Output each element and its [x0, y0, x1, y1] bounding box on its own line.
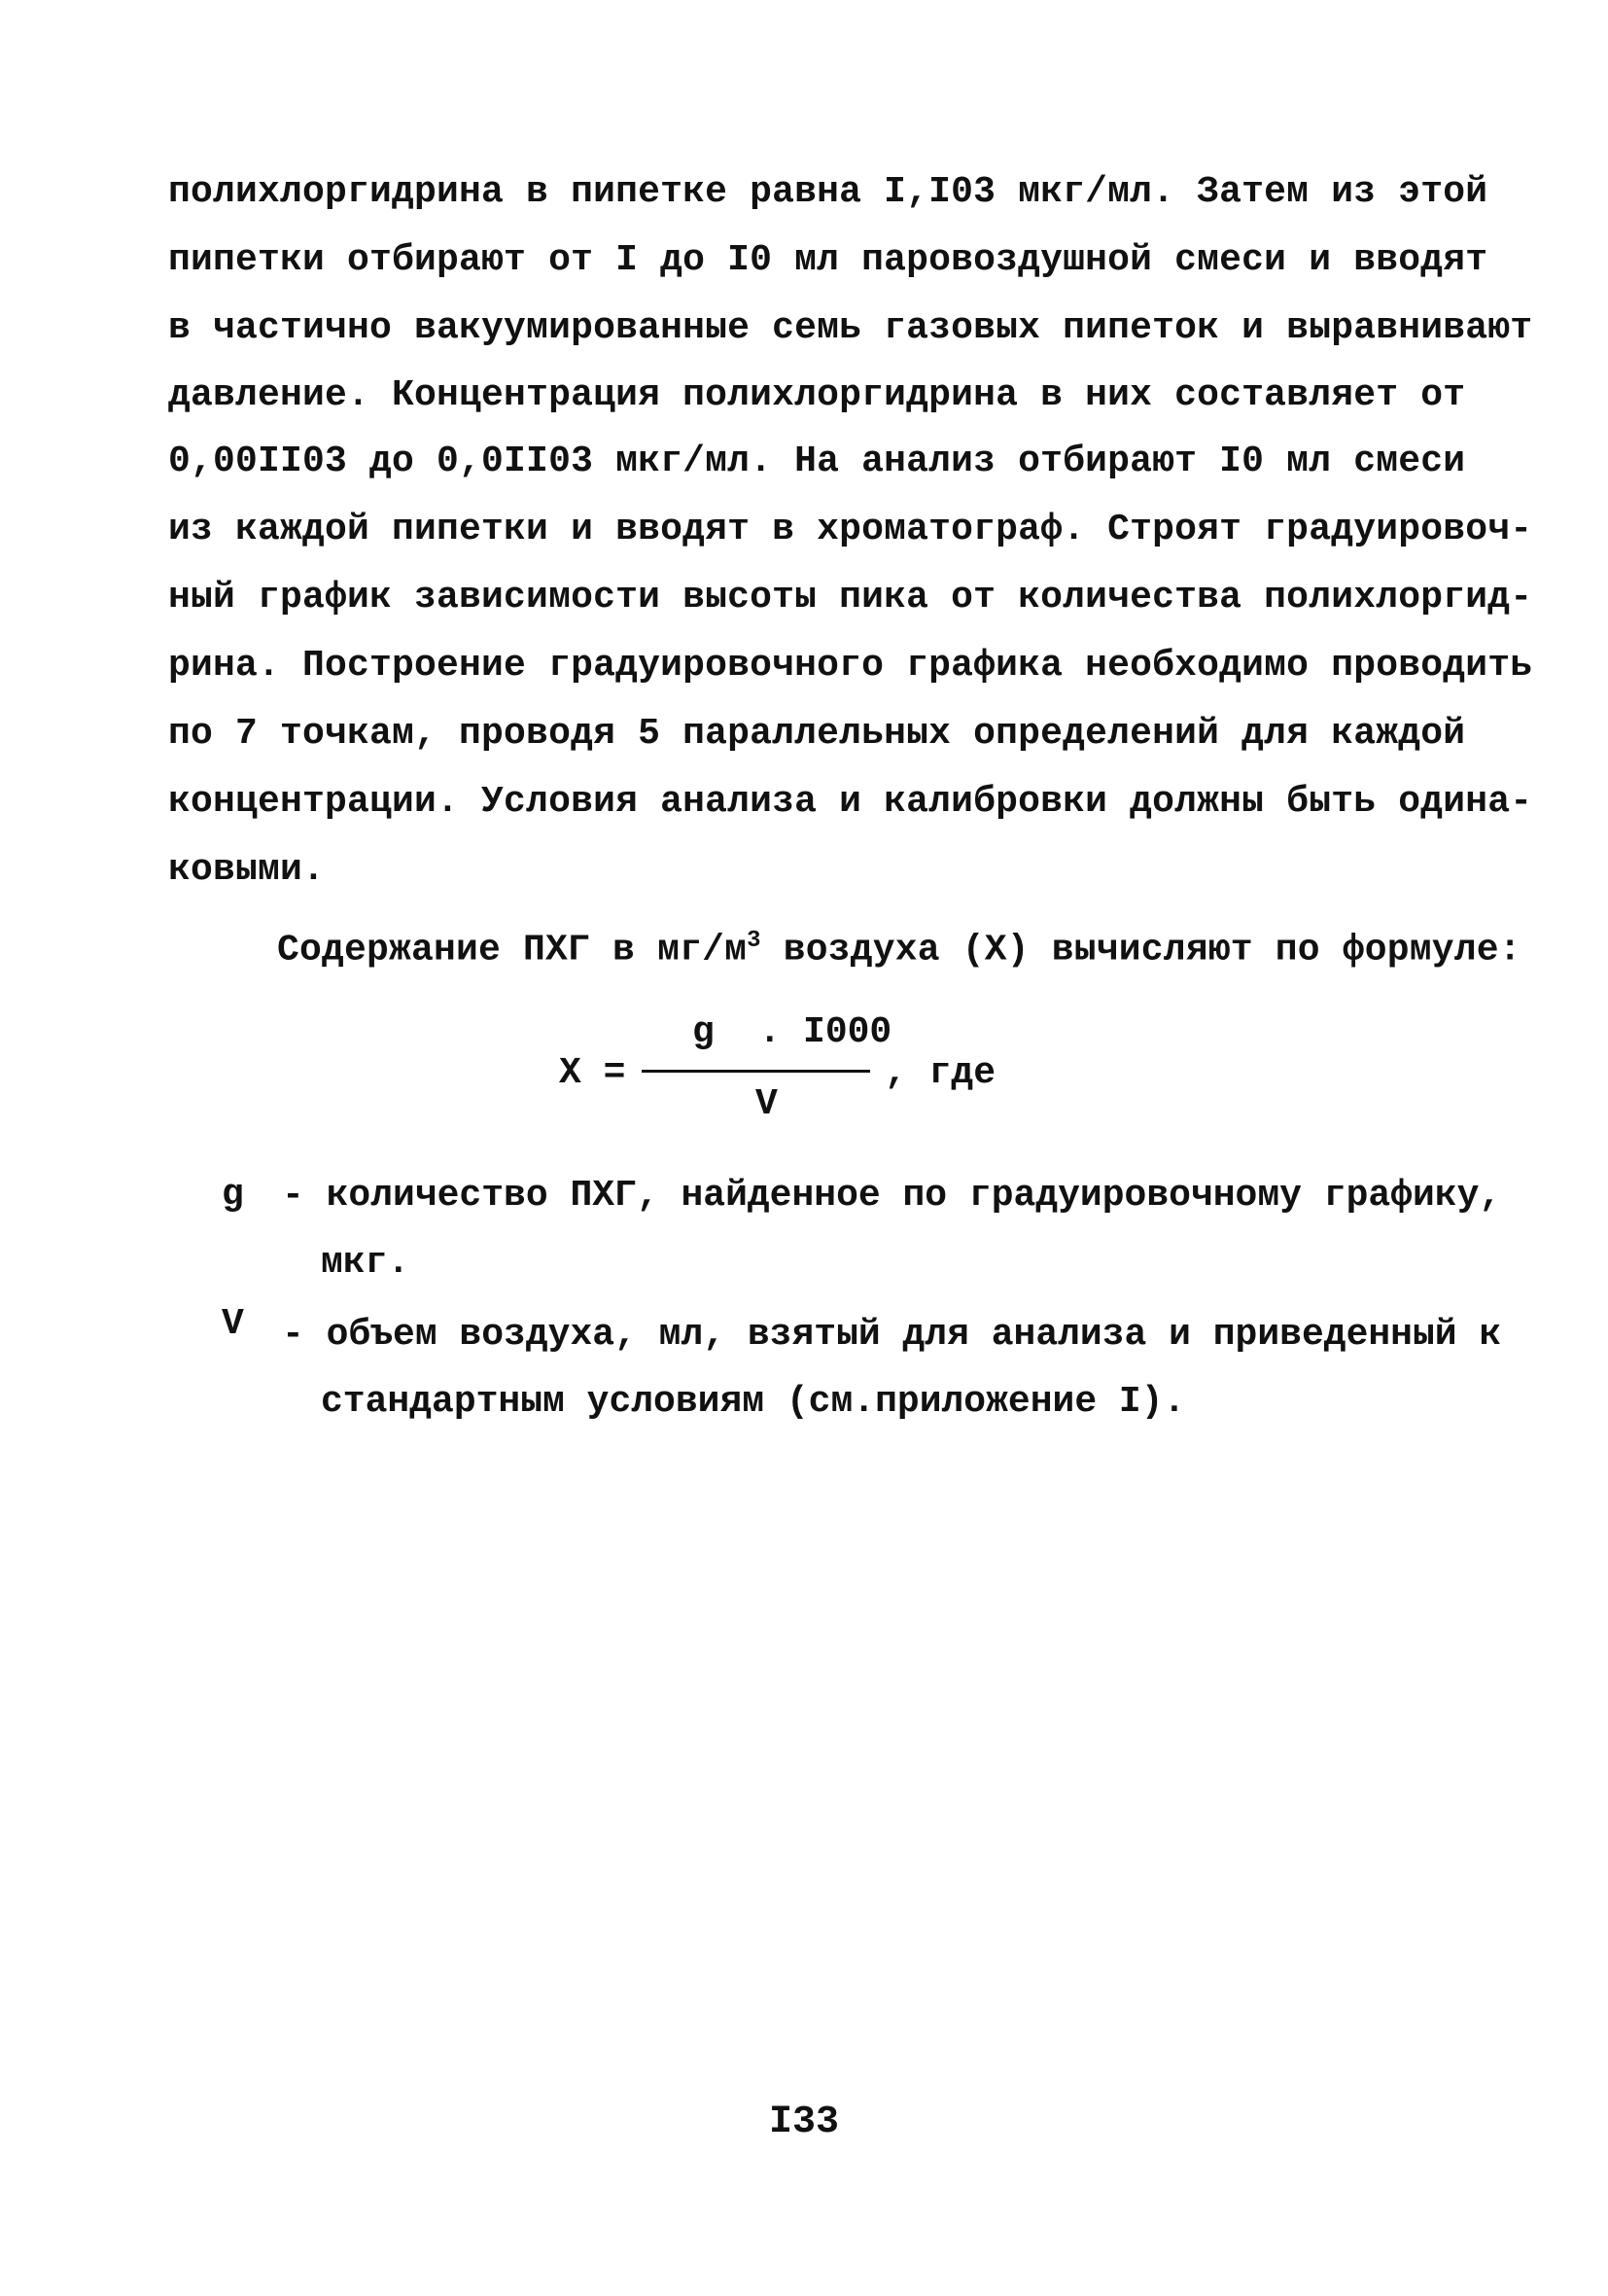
formula-denominator: V: [755, 1083, 778, 1125]
formula: [0, 1011, 1608, 1128]
definition-symbol: g: [222, 1174, 244, 1216]
page-number: I33: [768, 2101, 839, 2144]
definition-text: - количество ПХГ, найденное по градуировочному графику,: [282, 1175, 1502, 1217]
definition-symbol: V: [222, 1303, 244, 1345]
paragraph-line: рина. Построение градуировочного графика необходимо проводить: [168, 645, 1533, 687]
paragraph-line: из каждой пипетки и вводят в хроматограф. Строят градуировоч-: [168, 509, 1533, 550]
paragraph-line: 0,00II03 до 0,0II03 мкг/мл. На анализ отбирают I0 мл смеси: [168, 441, 1466, 482]
formula-tail: , где: [885, 1052, 996, 1094]
definition-text-cont: мкг.: [321, 1242, 410, 1284]
paragraph-line: ный график зависимости высоты пика от количества полихлоргид-: [168, 577, 1533, 618]
paragraph-line: полихлоргидрина в пипетке равна I,I03 мкг/мл. Затем из этой: [168, 171, 1488, 213]
paragraph-line: давление. Концентрация полихлоргидрина в них составляет от: [168, 374, 1466, 416]
paragraph-line: концентрации. Условия анализа и калибровки должны быть одина-: [168, 781, 1533, 823]
definition-text: - объем воздуха, мл, взятый для анализа и приведенный к: [282, 1314, 1502, 1356]
formula-numerator: g . I000: [692, 1011, 892, 1053]
paragraph-line: в частично вакуумированные семь газовых пипеток и выравнивают: [168, 307, 1533, 349]
paragraph-line: ковыми.: [168, 849, 326, 891]
definition-text-cont: стандартным условиям (см.приложение I).: [321, 1381, 1186, 1423]
paragraph-line: по 7 точкам, проводя 5 параллельных определений для каждой: [168, 713, 1466, 755]
fraction-bar: [642, 1070, 870, 1073]
paragraph-line: пипетки отбирают от I до I0 мл паровоздушной смеси и вводят: [168, 239, 1488, 281]
formula-intro: Содержание ПХГ в $мг/м^3$ воздуха (X) вычисляют по формуле:: [277, 928, 1521, 971]
formula-lhs: X =: [559, 1052, 626, 1094]
